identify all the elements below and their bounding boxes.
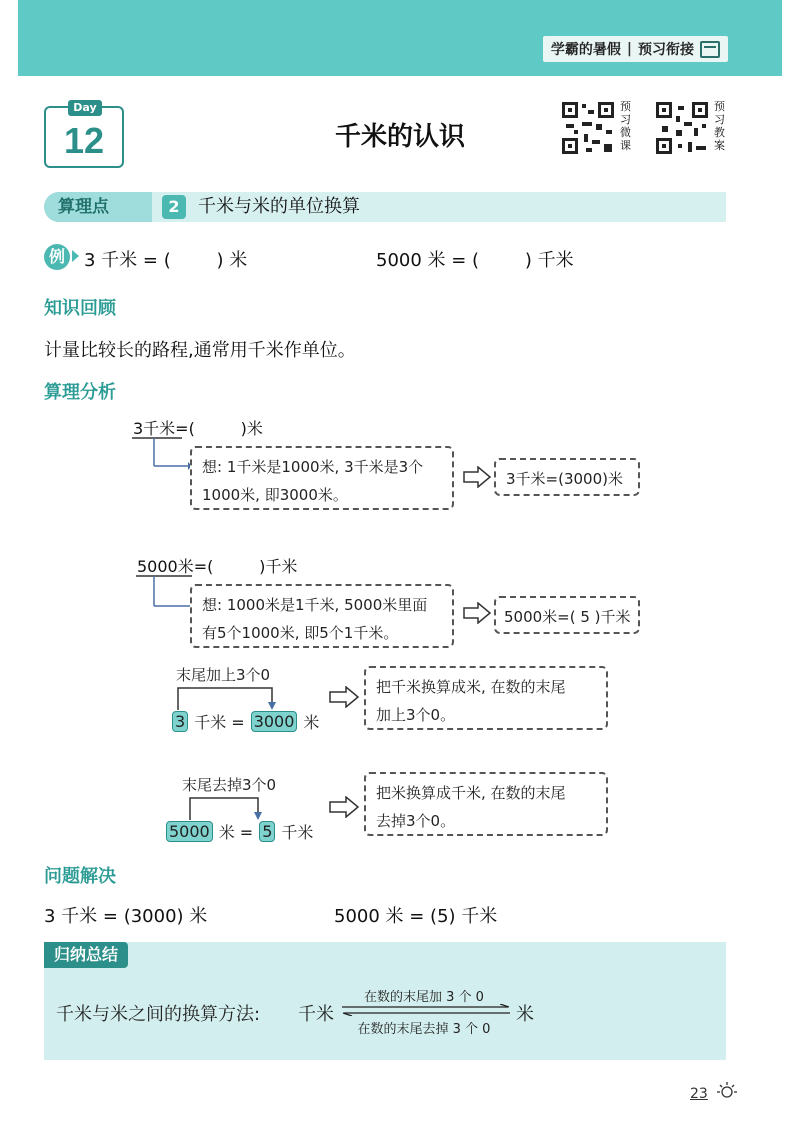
- rule1-bracket: [172, 684, 282, 712]
- solve-heading: 问题解决: [44, 866, 116, 887]
- right-arrow-icon: [328, 796, 360, 818]
- summary-prefix: 千米与米之间的换算方法:: [56, 1004, 261, 1025]
- case2-result-box: [494, 596, 640, 634]
- solve-left: 3 千米 = (3000) 米: [44, 906, 208, 927]
- example-marker: 例: [44, 244, 70, 270]
- series-label: [543, 36, 728, 62]
- section-bar: [44, 192, 726, 222]
- knowledge-text: 计量比较长的路程,通常用千米作单位。: [44, 340, 356, 361]
- rule2-equation: [166, 820, 313, 843]
- right-arrow-icon: [328, 686, 360, 708]
- case1-think-line1: 想: 1千米是1000米, 3千米是3个: [202, 458, 424, 476]
- sun-icon: [714, 1080, 740, 1102]
- section-badge: 2: [162, 195, 186, 219]
- page-title: 千米的认识: [334, 122, 465, 152]
- knowledge-heading: 知识回顾: [44, 298, 116, 319]
- case2-connector: [134, 574, 196, 618]
- rule1-explain-box: [364, 666, 608, 730]
- case2-think-box: [190, 584, 454, 648]
- qr-caption: 预习微课: [620, 100, 631, 152]
- rule2-line2: 去掉3个0。: [376, 812, 456, 830]
- qr-caption: 预习教案: [714, 100, 725, 152]
- day-label: Day: [68, 100, 102, 116]
- rule1-note: 末尾加上3个0: [176, 666, 271, 684]
- case1-result-box: [494, 458, 640, 496]
- series-left: 学霸的暑假: [550, 42, 621, 58]
- summary-box: [44, 942, 726, 1060]
- right-arrow-icon: [462, 466, 492, 488]
- rule1-line1: 把千米换算成米, 在数的末尾: [376, 678, 566, 696]
- day-badge: [44, 101, 124, 168]
- rule1-line2: 加上3个0。: [376, 706, 456, 724]
- qr-block-1[interactable]: [560, 100, 632, 156]
- rule2-bracket: [170, 794, 270, 822]
- example-pointer-icon: [72, 250, 79, 262]
- summary-bottom: 在数的末尾去掉 3 个 0: [357, 1022, 491, 1037]
- rule1-value-b: 3000: [251, 711, 298, 732]
- series-right: 预习衔接: [638, 42, 694, 58]
- section-title: 千米与米的单位换算: [198, 196, 360, 217]
- qr-code-icon[interactable]: [560, 100, 616, 156]
- case2-think-line1: 想: 1000米是1千米, 5000米里面: [202, 596, 428, 614]
- case2-question: 5000米=( )千米: [137, 557, 298, 576]
- summary-to: 米: [516, 1004, 534, 1025]
- page-number: 23: [690, 1086, 708, 1102]
- section-head: 算理点: [44, 192, 152, 222]
- analysis-heading: 算理分析: [44, 382, 116, 403]
- qr-code-icon[interactable]: [654, 100, 710, 156]
- summary-from: 千米: [298, 1004, 334, 1025]
- right-arrow-icon: [462, 602, 492, 624]
- summary-tag: 归纳总结: [44, 942, 128, 968]
- rule1-unit-a: 千米 =: [194, 713, 245, 732]
- case1-question: 3千米=( )米: [133, 419, 263, 438]
- double-arrow-icon: [338, 1004, 514, 1016]
- case2-result: 5000米=( 5 )千米: [504, 608, 631, 626]
- rule2-unit-b: 千米: [281, 823, 314, 842]
- example-right: 5000 米 = ( ) 千米: [376, 250, 574, 271]
- case1-result: 3千米=(3000)米: [506, 470, 623, 488]
- example-left: 3 千米 = ( ) 米: [84, 250, 248, 271]
- qr-block-2[interactable]: [654, 100, 726, 156]
- rule2-unit-a: 米 =: [218, 823, 254, 842]
- case1-connector: [130, 436, 192, 480]
- rule2-value-a: 5000: [166, 821, 213, 842]
- case1-think-line2: 1000米, 即3000米。: [202, 486, 348, 504]
- solve-right: 5000 米 = (5) 千米: [334, 906, 498, 927]
- rule1-value-a: 3: [172, 711, 188, 732]
- rule2-note: 末尾去掉3个0: [182, 776, 277, 794]
- case1-think-box: [190, 446, 454, 510]
- rule2-value-b: 5: [259, 821, 275, 842]
- case2-think-line2: 有5个1000米, 即5个1千米。: [202, 624, 399, 642]
- day-number: 12: [63, 120, 105, 161]
- rule1-unit-b: 米: [303, 713, 320, 732]
- summary-top: 在数的末尾加 3 个 0: [364, 990, 484, 1005]
- book-icon: [700, 41, 720, 58]
- series-separator: |: [626, 41, 632, 57]
- rule2-explain-box: [364, 772, 608, 836]
- rule2-line1: 把米换算成千米, 在数的末尾: [376, 784, 566, 802]
- rule1-equation: [172, 710, 319, 733]
